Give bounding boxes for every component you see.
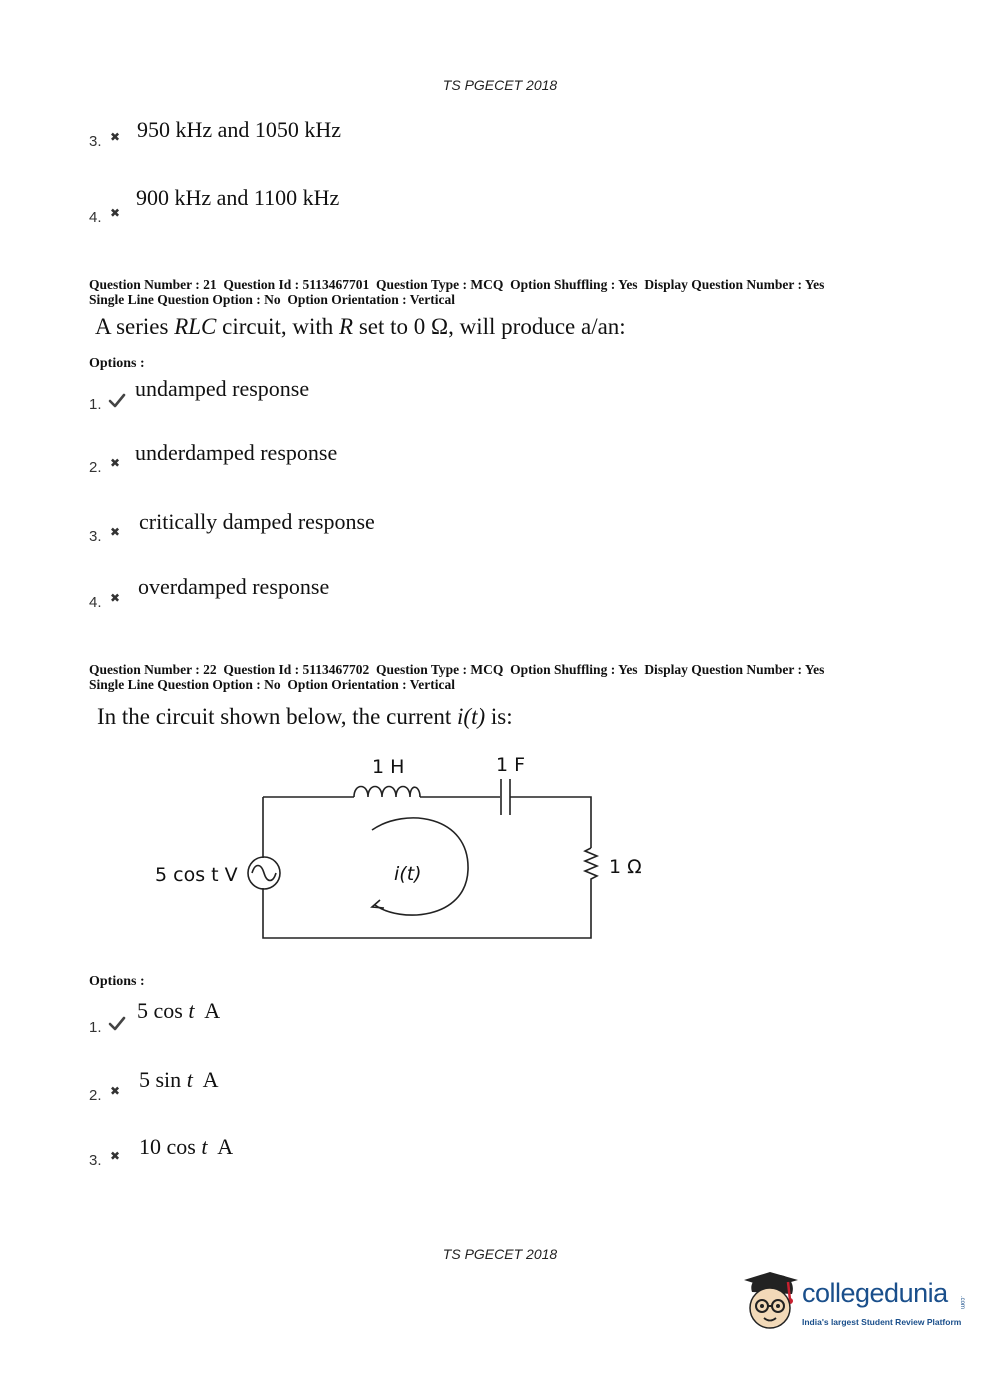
inductor xyxy=(354,787,420,798)
question-meta-line2: Single Line Question Option : No Option Orientation : Vertical xyxy=(89,677,456,692)
circuit-diagram xyxy=(140,745,660,950)
resistor xyxy=(585,848,597,882)
correct-icon xyxy=(108,1016,126,1037)
option-text: overdamped response xyxy=(138,574,330,599)
option-number: 2. xyxy=(89,459,102,476)
option-number: 1. xyxy=(89,1019,102,1036)
mascot-icon xyxy=(740,1270,802,1336)
current-label: i(t) xyxy=(394,863,422,885)
question-text: In the circuit shown below, the current i(t) is: xyxy=(97,704,513,729)
question-text: A series RLC circuit, with R set to 0 Ω, will produce a/an: xyxy=(95,314,626,339)
option-number: 4. xyxy=(89,209,102,226)
option-text: underdamped response xyxy=(135,440,338,465)
collegedunia-logo xyxy=(740,1268,980,1338)
wrong-icon: ✖ xyxy=(110,525,121,539)
option-number: 3. xyxy=(89,1152,102,1169)
option-text: critically damped response xyxy=(139,509,375,534)
logo-tagline: India's largest Student Review Platform xyxy=(802,1317,962,1327)
option-number: 4. xyxy=(89,594,102,611)
option-text: 5 cos t A xyxy=(137,998,221,1023)
option-number: 3. xyxy=(89,528,102,545)
logo-wordmark: collegedunia xyxy=(802,1278,948,1308)
correct-icon xyxy=(108,393,126,414)
wrong-icon: ✖ xyxy=(110,130,121,144)
ac-source-wave xyxy=(252,866,276,881)
option-number: 2. xyxy=(89,1087,102,1104)
wrong-icon: ✖ xyxy=(110,206,121,220)
wire xyxy=(510,797,591,848)
resistor-label: 1 Ω xyxy=(609,856,642,878)
question-meta xyxy=(89,277,824,307)
option-number: 1. xyxy=(89,396,102,413)
option-text: undamped response xyxy=(135,376,310,401)
logo-suffix: .com xyxy=(959,1296,965,1310)
current-arrowhead xyxy=(372,900,384,908)
question-meta-line2: Single Line Question Option : No Option Orientation : Vertical xyxy=(89,292,456,307)
page-header: TS PGECET 2018 xyxy=(442,77,558,93)
options-label: Options : xyxy=(89,974,145,989)
option-text: 950 kHz and 1050 kHz xyxy=(137,117,342,142)
page-footer: TS PGECET 2018 xyxy=(442,1246,558,1262)
option-text: 10 cos t A xyxy=(139,1134,234,1159)
capacitor-label: 1 F xyxy=(496,754,526,776)
wire xyxy=(263,882,591,938)
inductor-label: 1 H xyxy=(372,756,405,778)
question-meta xyxy=(89,662,824,692)
option-text: 900 kHz and 1100 kHz xyxy=(136,185,340,210)
option-number: 3. xyxy=(89,133,102,150)
question-meta-line1: Question Number : 22 Question Id : 5113467702 Question Type : MCQ Option Shuffling : Yes Display Question Number : Yes xyxy=(89,662,825,677)
question-meta-line1: Question Number : 21 Question Id : 5113467701 Question Type : MCQ Option Shuffling : Yes Display Question Number : Yes xyxy=(89,277,825,292)
wrong-icon: ✖ xyxy=(110,1084,121,1098)
wrong-icon: ✖ xyxy=(110,591,121,605)
wrong-icon: ✖ xyxy=(110,456,121,470)
option-text: 5 sin t A xyxy=(139,1067,219,1092)
source-label: 5 cos t V xyxy=(155,864,238,886)
options-label: Options : xyxy=(89,356,145,371)
wrong-icon: ✖ xyxy=(110,1149,121,1163)
